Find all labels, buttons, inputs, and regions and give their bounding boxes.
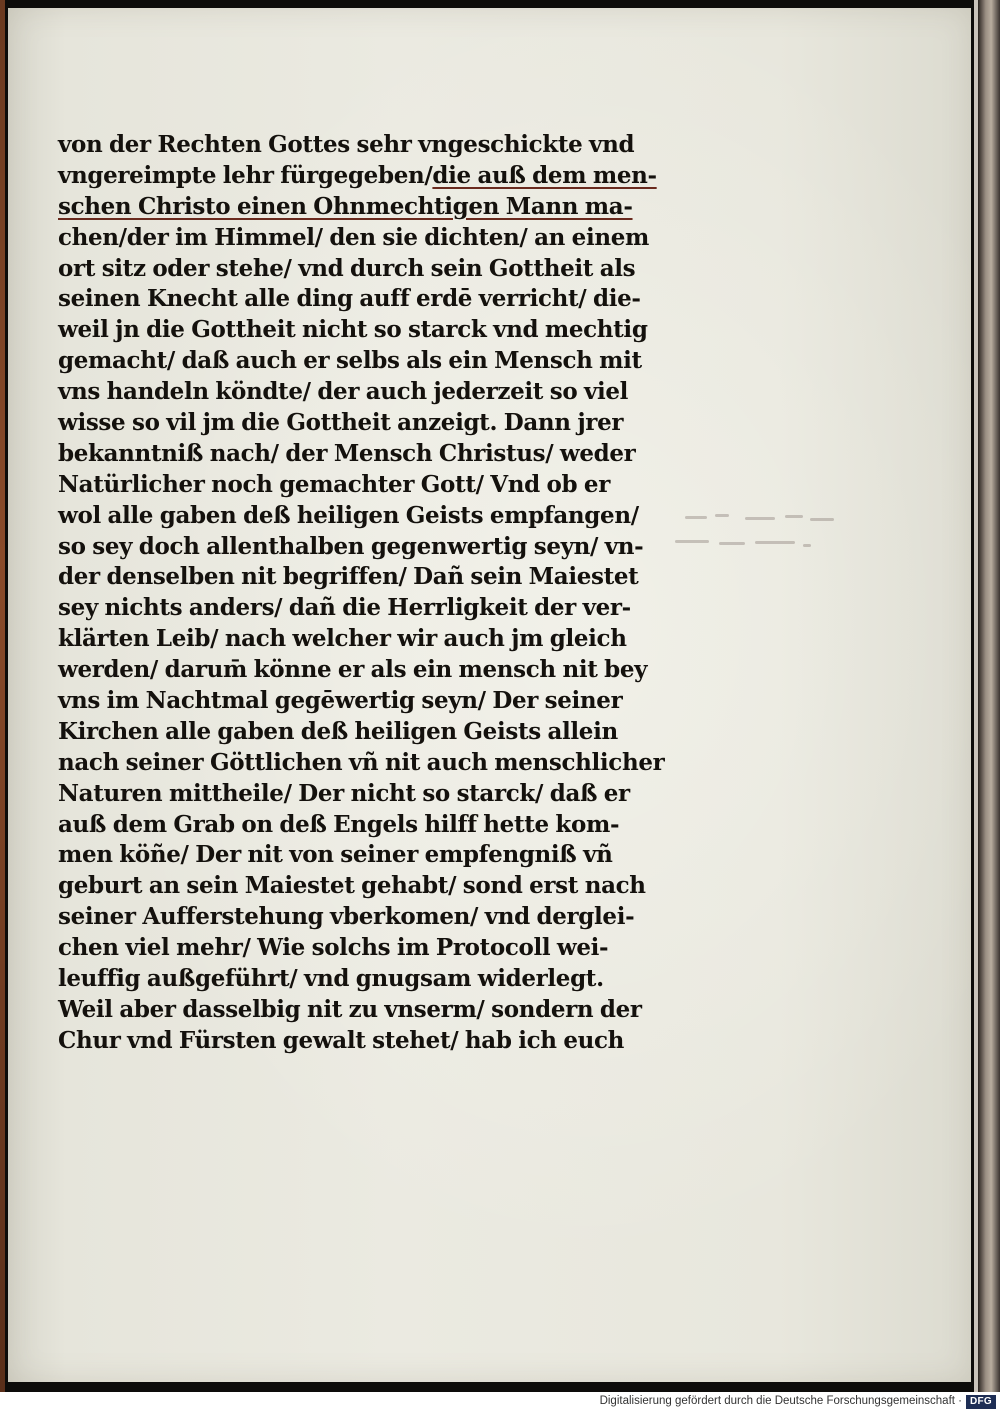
- text-line-23: auß dem Grab on deß Engels hilff hette kom-: [58, 810, 620, 838]
- offset-ink-marks: [675, 508, 845, 558]
- text-line-14: so sey doch allenthalben gegenwertig seyn/ vn-: [58, 532, 644, 560]
- text-line-9: vns handeln köndte/ der auch jederzeit so viel: [58, 378, 629, 406]
- text-line-26: seiner Aufferstehung vberkomen/ vnd derglei-: [58, 903, 635, 931]
- text-line-20: Kirchen alle gaben deß heiligen Geists allein: [58, 717, 618, 745]
- text-line-18: werden/ darum̄ könne er als ein mensch nit bey: [58, 656, 648, 684]
- text-line-13: wol alle gaben deß heiligen Geists empfangen/: [58, 501, 639, 529]
- text-line-28: leuffig außgeführt/ vnd gnugsam widerlegt.: [58, 965, 604, 993]
- text-line-10: wisse so vil jm die Gottheit anzeigt. Dann jrer: [58, 409, 624, 437]
- text-line-29: Weil aber dasselbig nit zu vnserm/ sondern der: [58, 995, 642, 1023]
- text-line-3: schen Christo einen Ohnmechtigen Mann ma-: [58, 192, 633, 220]
- text-line-25: geburt an sein Maiestet gehabt/ sond erst nach: [58, 872, 646, 900]
- text-line-16: sey nichts anders/ dañ die Herrligkeit der ver-: [58, 594, 631, 622]
- text-line-12: Natürlicher noch gemachter Gott/ Vnd ob er: [58, 470, 610, 498]
- text-line-30: Chur vnd Fürsten gewalt stehet/ hab ich euch: [58, 1026, 624, 1054]
- text-line-22: Naturen mittheile/ Der nicht so starck/ daß er: [58, 779, 630, 807]
- underlined-fragment: die auß dem men-: [432, 161, 657, 189]
- footer-credit-text: Digitalisierung gefördert durch die Deutsche Forschungsgemeinschaft ·: [599, 1395, 962, 1407]
- text-line-1: von der Rechten Gottes sehr vngeschickte vnd: [58, 131, 635, 158]
- text-line-7: weil jn die Gottheit nicht so starck vnd mechtig: [58, 316, 648, 344]
- text-line-21: nach seiner Göttlichen vñ nit auch menschlicher: [58, 748, 665, 776]
- book-fore-edge: [0, 0, 5, 1392]
- text-line-24: men köñe/ Der nit von seiner empfengniß vñ: [58, 841, 613, 869]
- text-line-2: [58, 161, 668, 192]
- text-line-27: chen viel mehr/ Wie solchs im Protocoll wei-: [58, 934, 609, 962]
- page-paper: [8, 8, 971, 1382]
- text-line-19: vns im Nachtmal gegēwertig seyn/ Der seiner: [58, 687, 623, 715]
- text-line-8: gemacht/ daß auch er selbs als ein Mensch mit: [58, 347, 642, 375]
- text-line-2-main: vngereimpte lehr fürgegeben/: [58, 161, 433, 189]
- page-text-block: [58, 130, 668, 1057]
- text-line-11: bekanntniß nach/ der Mensch Christus/ weder: [58, 439, 636, 467]
- book-cover-edge: [978, 0, 1000, 1392]
- footer-credit-bar: [0, 1392, 1000, 1413]
- text-line-15: der denselben nit begriffen/ Dañ sein Maiestet: [58, 563, 639, 591]
- text-line-17: klärten Leib/ nach welcher wir auch jm gleich: [58, 625, 627, 653]
- text-line-4: chen/der im Himmel/ den sie dichten/ an einem: [58, 223, 649, 251]
- dfg-logo: DFG: [966, 1395, 996, 1409]
- text-line-6: seinen Knecht alle ding auff erdē verricht/ die-: [58, 285, 641, 313]
- text-line-5: ort sitz oder stehe/ vnd durch sein Gottheit als: [58, 254, 636, 282]
